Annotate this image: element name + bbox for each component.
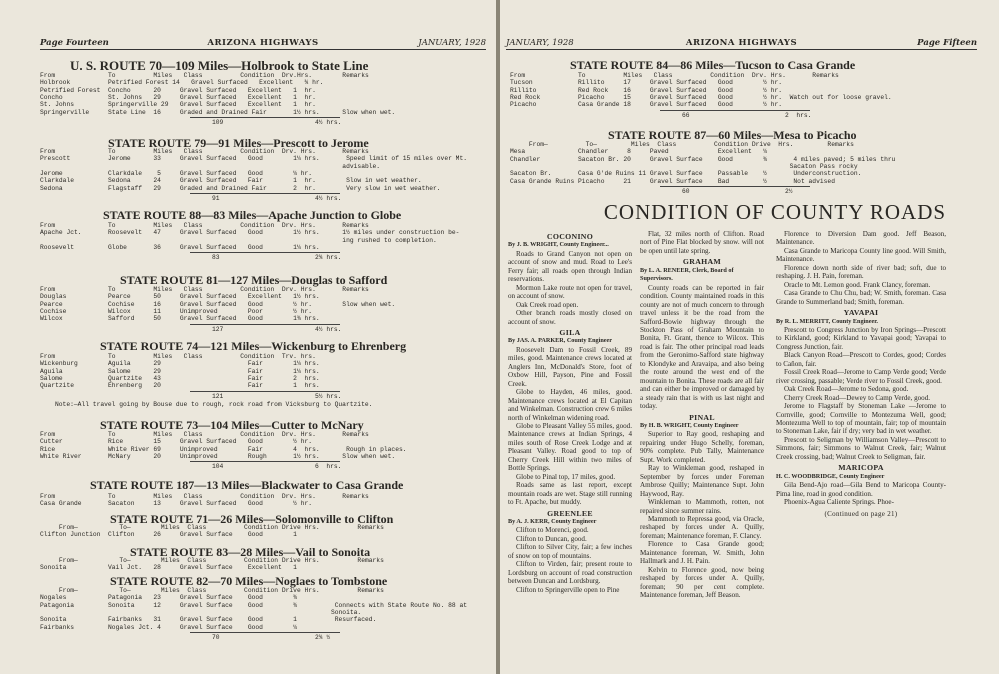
right-page-label: Page Fifteen <box>917 38 977 48</box>
county-paragraph: Oracle to Mt. Lemon good. Frank Clancy, foreman. <box>784 280 931 289</box>
route-header: From To Miles Class Condition Drv. Hrs. Remarks <box>40 286 369 293</box>
route-row: Quartzite Ehrenberg 20 Fair 1 hrs. <box>40 382 320 390</box>
county-byline: By L. A. RENEER, Clerk, Board of Supervisors. <box>640 266 734 283</box>
route-row: Patagonia Sonoita 12 Gravel Surface Good ¾ Connects with State Route No. 88 at <box>40 601 467 609</box>
route-row: Wilcox Safford 50 Gravel Surfaced Good 1¾ hrs. <box>40 315 320 323</box>
route-row: Fairbanks Nogales Jct. 4 Gravel Surface Good ¼ <box>40 623 297 631</box>
route-row: White River McNary 20 Unimproved Rough 1½ hrs. Slow when wet. <box>40 452 396 460</box>
county-column-1 <box>508 230 632 594</box>
route-title: STATE ROUTE 74—121 Miles—Wickenburg to Ehrenberg <box>100 339 407 353</box>
right-date: JANUARY, 1928 <box>506 38 574 48</box>
county-paragraph: Clifton to Virden, fair; present route to Lordsburg on account of road construction between Duncan and Lordsburg. <box>508 560 632 586</box>
county-paragraph: Mammoth to Repressa good, via Oracle, reshaped by forces under A. Quilly, foreman; Maintenance foreman, F. Clancy. <box>640 514 764 540</box>
route-row: Concho St. Johns 29 Gravel Surfaced Excellent 1 hr. <box>40 93 316 101</box>
county-heading: GRAHAM <box>682 257 722 267</box>
county-paragraph: Kelvin to Florence good, now being reshaped by forces under A. Quilly, foreman; 90 per cent complete. Maintenance foreman, Jeff Beason. <box>640 565 764 600</box>
county-paragraph: Black Canyon Road—Prescott to Cordes, good; Cordes to Cañon, fair. <box>776 351 946 368</box>
county-paragraph: Fossil Creek Road—Jerome to Camp Verde good; Verde river crossing, passable; Verde river to Fossil Creek, good. <box>776 368 946 385</box>
route-total-miles: 83 <box>212 254 220 262</box>
total-rule <box>190 193 340 194</box>
route-row: Cutter Rice 15 Gravel Surfaced Good ½ hr. <box>40 438 313 446</box>
route-row: Sacaton Pass rocky <box>510 162 858 170</box>
route-total-hours: 2 hrs. <box>785 111 812 119</box>
county-paragraph: Globe to Hayden, 46 miles, good. Maintenance crews located at El Capitan and Winkelman. Construction crew 6 miles north of Winkelman widening road. <box>508 388 632 422</box>
route-row: Sonoita. <box>40 608 362 616</box>
county-paragraph: Gila Bend-Ajo road—Gila Bend to Maricopa County-Pima line, road in good condition. <box>776 481 946 498</box>
route-note: Note:—All travel going by Bouse due to rough, rock road from Vicksburg to Quartzite. <box>55 400 373 408</box>
county-paragraph: Casa Grande to Chu Chu, bad; W. Smith, foreman. Casa Grande to Summerland bad; Smith, foreman. <box>776 289 946 306</box>
route-row: Rice White River 69 Unimproved Fair 4 hrs. Rough in places. <box>40 445 407 453</box>
route-title: STATE ROUTE 73—104 Miles—Cutter to McNary <box>100 418 364 432</box>
route-total-miles: 121 <box>212 392 224 400</box>
county-paragraph: Oak Creek Road—Jerome to Sedona, good. <box>784 385 909 394</box>
route-row: Chandler Sacaton Br. 20 Gravel Surface Good ¾ 4 miles paved; 5 miles thru <box>510 155 896 163</box>
route-row: Sonoita Vail Jct. 28 Gravel Surface Excellent 1 <box>40 564 297 572</box>
route-row: Wickenburg Aguila 29 Fair 1¼ hrs. <box>40 360 320 368</box>
route-row: Clifton Junction Clifton 26 Gravel Surface Good 1 <box>40 531 297 539</box>
route-row: Petrified Forest Concho 20 Gravel Surfaced Excellent 1 hr. <box>40 86 316 94</box>
county-roads-title: CONDITION OF COUNTY ROADS <box>603 200 947 224</box>
left-date: JANUARY, 1928 <box>418 38 486 48</box>
county-paragraph: Florence to Diversion Dam good. Jeff Beason, Maintenance. <box>776 230 946 247</box>
left-page <box>0 0 496 674</box>
route-total-hours: 5½ hrs. <box>315 392 342 400</box>
county-byline: By JAS. A. PARKER, County Engineer <box>508 337 613 345</box>
route-total-miles: 60 <box>682 187 690 195</box>
county-paragraph: Roads to Grand Canyon not open on account of snow and mud. Road to Lee's Ferry fair; all roads open through Indian reservations. <box>508 249 632 284</box>
county-paragraph: Florence down north side of river bad; soft, due to reshaping. J. H. Pain, foreman. <box>776 263 946 281</box>
county-paragraph: Superior to Ray good, reshaping and repairing under Hugo Schelly, foreman, 90% complete. Pub Tally, Maintenance Supt. Work completed. <box>640 430 764 464</box>
total-rule <box>660 110 810 111</box>
route-row: Casa Grande Ruins Picacho 21 Gravel Surface Bad ½ Not advised <box>510 177 835 185</box>
route-row: Clarkdale Sedona 24 Gravel Surfaced Fair 1 hr. Slow in wet weather. <box>40 177 422 185</box>
county-byline: By J. B. WRIGHT, County Engineer... <box>508 241 609 249</box>
left-page-label: Page Fourteen <box>40 38 109 48</box>
county-paragraph: Roosevelt Dam to Fossil Creek, 89 miles, good. Maintenance crews located at Anglers Inn, McDonald's Store, foot of Oxbow Hill, Payson, Pine and Fossil Creek. <box>508 345 632 388</box>
continued-note: (Continued on page 21) <box>824 509 898 518</box>
right-page <box>500 0 999 674</box>
route-row: Casa Grande Sacaton 13 Gravel Surfaced Good ½ hr. <box>40 500 313 508</box>
county-byline: H. C. WOODBRIDGE, County Engineer <box>776 472 885 480</box>
route-total-hours: 4½ hrs. <box>315 194 342 202</box>
total-rule <box>660 186 810 187</box>
route-title: STATE ROUTE 71—26 Miles—Solomonville to Clifton <box>110 512 394 526</box>
route-total-miles: 70 <box>212 633 220 641</box>
county-byline: By A. J. KERR, County Engineer <box>508 517 597 525</box>
county-paragraph: Clifton to Silver City, fair; a few inches of snow on top of mountains. <box>508 543 632 560</box>
route-total-hours: 4½ hrs. <box>315 118 342 126</box>
route-row: Salome Quartzite 43 Fair 2 hrs. <box>40 374 320 382</box>
route-total-hours: 2¾ hrs. <box>315 254 342 262</box>
left-page-header <box>40 38 486 50</box>
route-row: advisable. <box>40 162 381 170</box>
total-rule <box>190 461 340 462</box>
county-paragraph: Ray to Winkleman good, reshaped in September by forces under Foreman Ambrose Quilly; Maintenance Supt. John Haywood, Ray. <box>640 464 764 498</box>
route-row: Prescott Jerome 33 Gravel Surfaced Good 1¼ hrs. Speed limit of 15 miles over Mt. <box>40 155 467 163</box>
route-total-miles: 66 <box>682 111 690 119</box>
left-magazine-title: ARIZONA HIGHWAYS <box>207 38 319 48</box>
county-paragraph: Roads same as last report, except mountain roads are wet. Stage still running to Ft. Apache, but muddy. <box>508 481 632 507</box>
route-row: Roosevelt Globe 36 Gravel Surfaced Good 1¼ hrs. <box>40 243 320 251</box>
route-row: Nogales Patagonia 23 Gravel Surface Good ¾ <box>40 594 297 602</box>
route-total-miles: 104 <box>212 463 224 471</box>
route-total-hours: 6 hrs. <box>315 463 342 471</box>
county-heading: COCONINO <box>546 232 594 241</box>
county-paragraph: Globe to Pinal top, 17 miles, good. <box>516 472 616 481</box>
route-title: STATE ROUTE 81—127 Miles—Douglas to Safford <box>120 273 388 287</box>
route-total-hours: 2½ <box>785 187 793 195</box>
county-heading: GREENLEE <box>547 508 593 518</box>
county-heading: YAVAPAI <box>843 308 879 318</box>
county-heading: PINAL <box>689 412 715 422</box>
route-title: STATE ROUTE 87—60 Miles—Mesa to Picacho <box>608 128 857 142</box>
county-paragraph: Casa Grande to Maricopa County line good. Will Smith, Maintenance. <box>776 246 946 264</box>
county-heading: MARICOPA <box>838 463 884 473</box>
route-total-miles: 127 <box>212 325 224 333</box>
route-row: Springerville State Line 16 Graded and Drained Fair 1½ hrs. Slow when wet. <box>40 108 396 116</box>
route-header: From— To— Miles Class Condition Drive Hrs. Remarks <box>40 587 384 594</box>
route-header: From To Miles Class Condition Drv. Hrs. Remarks <box>40 493 369 500</box>
county-heading: GILA <box>559 327 581 337</box>
county-paragraph: Clifton to Springerville open to Pine <box>516 585 620 594</box>
county-paragraph: Flat, 32 miles north of Clifton. Road nort of Pine Flat blocked by snow. will not be open until late spring. <box>640 230 764 255</box>
county-paragraph: Prescott to Congress Junction by Iron Springs—Prescott to Kirkland, good; Kirkland to Yavapai good; Yavapai to Congress Junction, fair. <box>776 325 946 351</box>
total-rule <box>190 252 340 253</box>
route-row: ing rushed to completion. <box>40 236 437 244</box>
county-byline: By R. L. MERRITT, County Engineer. <box>776 317 878 325</box>
county-paragraph: Prescott to Seligman by Williamson Valley—Prescott to Simmons, fair; Simmons to Walnut Creek, fair; Walnut Creek crossing, bad; Walnut Creek to Seligman, fair. <box>776 435 946 461</box>
route-title: STATE ROUTE 187—13 Miles—Blackwater to Casa Grande <box>90 478 404 492</box>
route-row: Jerome Clarkdale 5 Gravel Surfaced Good ¼ hr. <box>40 169 313 177</box>
route-total-miles: 109 <box>212 118 224 126</box>
route-title: U. S. ROUTE 70—109 Miles—Holbrook to State Line <box>70 58 369 73</box>
route-row: Aguila Salome 29 Fair 1¼ hrs. <box>40 367 320 375</box>
route-total-hours: 4½ hrs. <box>315 325 342 333</box>
total-rule <box>190 324 340 325</box>
route-header: From To Miles Class Condition Drv.Hrs. Remarks <box>40 72 369 79</box>
route-row: Sedona Flagstaff 29 Graded and Drained Fair 2 hr. Very slow in wet weather. <box>40 184 441 192</box>
route-header: From To Miles Class Condition Drv. Hrs. Remarks <box>510 72 839 79</box>
county-byline: By H. B. WRIGHT, County Engineer <box>640 421 739 429</box>
route-header: From— To— Miles Class Condition Drive Hrs. Remarks <box>510 141 854 148</box>
right-magazine-title: ARIZONA HIGHWAYS <box>685 38 798 48</box>
county-paragraph: Cherry Creek Road—Dewey to Camp Verde, good. <box>784 393 931 402</box>
route-header: From— To— Miles Class Condition Drive Hrs. Remarks <box>40 524 384 531</box>
total-rule <box>190 117 340 118</box>
route-row: Sonoita Fairbanks 31 Gravel Surface Good 1 Resurfaced. <box>40 616 377 624</box>
route-header: From— To— Miles Class Condition Drive Hrs. Remarks <box>40 557 384 564</box>
route-row: Holbrook Petrified Forest 14 Gravel Surfaced Excellent ¾ hr. <box>40 79 324 87</box>
route-header: From To Miles Class Condition Drv. Hrs. Remarks <box>40 222 369 229</box>
route-header: From To Miles Class Condition Trv. hrs. <box>40 353 316 360</box>
county-paragraph: Oak Creek road open. <box>516 300 579 309</box>
route-header: From To Miles Class Condition Drv. Hrs. Remarks <box>40 148 369 155</box>
county-paragraph: Clifton to Duncan, good. <box>516 534 587 543</box>
county-paragraph: County roads can be reported in fair condition. County maintained roads in this county are not of much concern to through travel unless it be the road from the Safford-Bowie highway through the Stockton Pass of Graham Mountain to Bonita, Ft. Grant, thence to Wilcox. This road is fair. The other principal road leads from the Geronimo-Safford state highway to Klondyke and Aravaipa, and also being the route around the west end of the mountain to Bonita. These roads are all fair and can either be improved or damaged by a steady rain that is with us last night and today. <box>640 283 764 411</box>
total-rule <box>190 391 340 392</box>
county-paragraph: Phoenix-Agua Caliente Springs. Phoe- <box>784 498 894 507</box>
route-title: STATE ROUTE 83—28 Miles—Vail to Sonoita <box>130 545 371 559</box>
route-row: Rillito Red Rock 16 Gravel Surfaced Good ½ hr. <box>510 86 783 94</box>
route-header: From To Miles Class Condition Drv. Hrs. Remarks <box>40 431 369 438</box>
county-paragraph: Mormon Lake route not open for travel, on account of snow. <box>508 283 632 301</box>
route-title: STATE ROUTE 82—70 Miles—Noglaes to Tombstone <box>110 574 388 588</box>
route-row: Picacho Casa Grande 18 Gravel Surfaced Good ½ hr. <box>510 101 783 109</box>
county-paragraph: Jerome to Flagstaff by Stoneman Lake —Jerome to Cornville, good; Cornville to Montezuma Well, good; Montezuma Well to top of mountain, fair; top of mountain to Stoneman Lake, fair if dry; very bad in wet weather. <box>776 402 946 436</box>
route-title: STATE ROUTE 79—91 Miles—Prescott to Jerome <box>108 136 369 150</box>
route-row: Mesa Chandler 8 Paved Excellent ¼ <box>510 148 767 156</box>
route-row: Pearce Cochise 16 Gravel Surfaced Good ½ hr. Slow when wet. <box>40 300 396 308</box>
route-row: Apache Jct. Roosevelt 47 Gravel Surfaced Good 1½ hrs. 1½ miles under construction be- <box>40 229 460 237</box>
route-total-miles: 91 <box>212 194 220 202</box>
route-row: Sacaton Br. Casa G'de Ruins 11 Gravel Surface Passable ½ Underconstruction. <box>510 170 862 178</box>
county-column-3 <box>776 230 946 518</box>
route-row: Douglas Pearce 50 Gravel Surfaced Excellent 1½ hrs. <box>40 293 320 301</box>
county-paragraph: Other branch roads mostly closed on account of snow. <box>508 309 632 326</box>
county-paragraph: Globe to Pleasant Valley 55 miles, good. Maintenance crews at Indian Springs, 4 miles south of Rose Creek Lodge and at Pleasant Valley. Road good to top of Cherry Creek Hill within two miles of Bottle Springs. <box>508 421 632 473</box>
county-paragraph: Winkleman to Mammoth, rotten, not repaired since summer rains. <box>640 498 764 515</box>
right-page-header <box>506 38 977 50</box>
county-paragraph: Florence to Casa Grande good; Maintenance foreman, W. Smith, John Hallmark and J. H. Pain. <box>640 540 764 566</box>
route-total-hours: 2¾ ½ <box>315 633 331 641</box>
route-row: Tucson Rillito 17 Gravel Surfaced Good ½ hr. <box>510 79 783 87</box>
county-paragraph: Clifton to Morenci, good. <box>516 526 589 535</box>
county-column-2 <box>640 230 764 599</box>
route-row: Cochise Wilcox 11 Unimproved Poor ½ hr. <box>40 307 313 315</box>
route-title: STATE ROUTE 84—86 Miles—Tucson to Casa Grande <box>570 58 856 72</box>
total-rule <box>190 632 340 633</box>
route-row: St. Johns Springerville 29 Gravel Surfaced Excellent 1 hr. <box>40 101 316 109</box>
route-title: STATE ROUTE 88—83 Miles—Apache Junction to Globe <box>103 208 402 222</box>
route-row: Red Rock Picacho 15 Gravel Surfaced Good ½ hr. Watch out for loose gravel. <box>510 93 892 101</box>
